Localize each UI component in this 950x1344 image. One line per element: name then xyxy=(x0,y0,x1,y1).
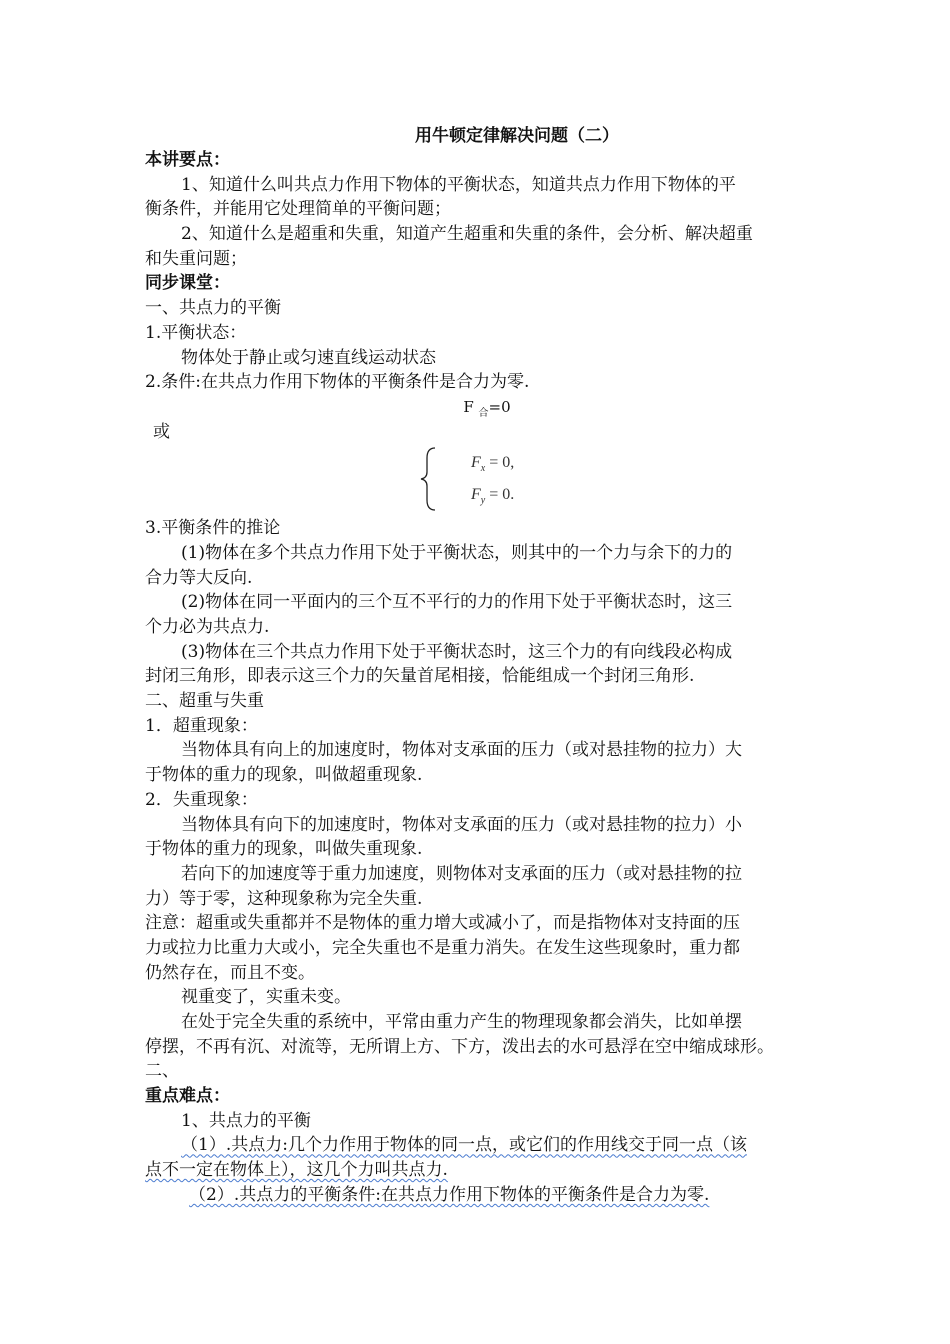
section-heading: 二、超重与失重 xyxy=(145,691,264,712)
paragraph-line: 个力必为共点力. xyxy=(145,617,270,637)
note-line: 注意：超重或失重都并不是物体的重力增大或减小了，而是指物体对支持面的压 xyxy=(145,913,740,934)
paragraph-line: 于物体的重力的现象，叫做超重现象. xyxy=(145,765,423,786)
key-points-heading: 本讲要点： xyxy=(145,150,230,170)
subsection-heading: 2．失重现象： xyxy=(145,789,258,810)
equation-system xyxy=(145,444,809,516)
difficulty-heading: 重点难点： xyxy=(145,1086,230,1107)
paragraph-line: 2、知道什么是超重和失重，知道产生超重和失重的条件，会分析、解决超重 xyxy=(181,224,753,245)
formula-net-force: F $_合$=0 xyxy=(463,397,511,419)
paragraph-line: 点不一定在物体上），这几个力叫共点力. xyxy=(145,1160,448,1181)
or-label: 或 xyxy=(153,421,170,442)
note-line: 仍然存在，而且不变。 xyxy=(145,962,315,983)
class-heading: 同步课堂： xyxy=(145,273,230,294)
paragraph-line: 1、知道什么叫共点力作用下物体的平衡状态，知道共点力作用下物体的平 xyxy=(181,174,736,195)
paragraph-line: 和失重问题； xyxy=(145,248,247,269)
paragraph-line: (3)物体在三个共点力作用下处于平衡状态时，这三个力的有向线段必构成 xyxy=(181,641,733,662)
paragraph-line: 合力等大反向. xyxy=(145,567,253,588)
subsection-heading: 1.平衡状态： xyxy=(145,322,247,343)
paragraph-line: 当物体具有向下的加速度时，物体对支承面的压力（或对悬挂物的拉力）小 xyxy=(181,814,742,835)
paragraph-line: 在处于完全失重的系统中，平常由重力产生的物理现象都会消失，比如单摆 xyxy=(181,1012,742,1032)
paragraph-line: 1、共点力的平衡 xyxy=(181,1110,311,1131)
paragraph-line: 力）等于零，这种现象称为完全失重. xyxy=(145,888,423,909)
paragraph-line: 物体处于静止或匀速直线运动状态 xyxy=(181,347,436,368)
paragraph-line: 衡条件，并能用它处理简单的平衡问题； xyxy=(145,199,451,220)
paragraph-line: 2.条件:在共点力作用下物体的平衡条件是合力为零. xyxy=(145,372,530,393)
paragraph-line: 于物体的重力的现象，叫做失重现象. xyxy=(145,839,423,860)
note-line: 力或拉力比重力大或小，完全失重也不是重力消失。在发生这些现象时，重力都 xyxy=(145,937,740,958)
page-title: 用牛顿定律解决问题（二） xyxy=(415,126,619,146)
section-heading: 一、共点力的平衡 xyxy=(145,298,281,319)
paragraph-line: (1)物体在多个共点力作用下处于平衡状态，则其中的一个力与余下的力的 xyxy=(181,542,733,563)
paragraph-line: 当物体具有向上的加速度时，物体对支承面的压力（或对悬挂物的拉力）大 xyxy=(181,740,742,761)
subsection-heading: 3.平衡条件的推论 xyxy=(145,518,281,539)
brace-icon xyxy=(415,444,445,514)
section-marker: 二、 xyxy=(145,1061,179,1082)
paragraph-line: 停摆，不再有沉、对流等，无所谓上方、下方，泼出去的水可悬浮在空中缩成球形。 xyxy=(145,1036,774,1057)
equation-fx: $F_x = 0$, xyxy=(471,454,515,475)
equation-fy: $F_y = 0$. xyxy=(471,486,515,507)
paragraph-line: 视重变了，实重未变。 xyxy=(181,987,351,1008)
document-body xyxy=(145,148,809,1208)
paragraph-line: 封闭三角形，即表示这三个力的矢量首尾相接，恰能组成一个封闭三角形. xyxy=(145,666,695,687)
paragraph-line: （1）.共点力:几个力作用于物体的同一点，或它们的作用线交于同一点（该 xyxy=(181,1135,747,1156)
paragraph-line: 若向下的加速度等于重力加速度，则物体对支承面的压力（或对悬挂物的拉 xyxy=(181,863,742,884)
paragraph-line: (2)物体在同一平面内的三个互不平行的力的作用下处于平衡状态时，这三 xyxy=(181,592,733,613)
subsection-heading: 1．超重现象： xyxy=(145,715,258,736)
paragraph-line: （2）.共点力的平衡条件:在共点力作用下物体的平衡条件是合力为零. xyxy=(189,1184,710,1205)
